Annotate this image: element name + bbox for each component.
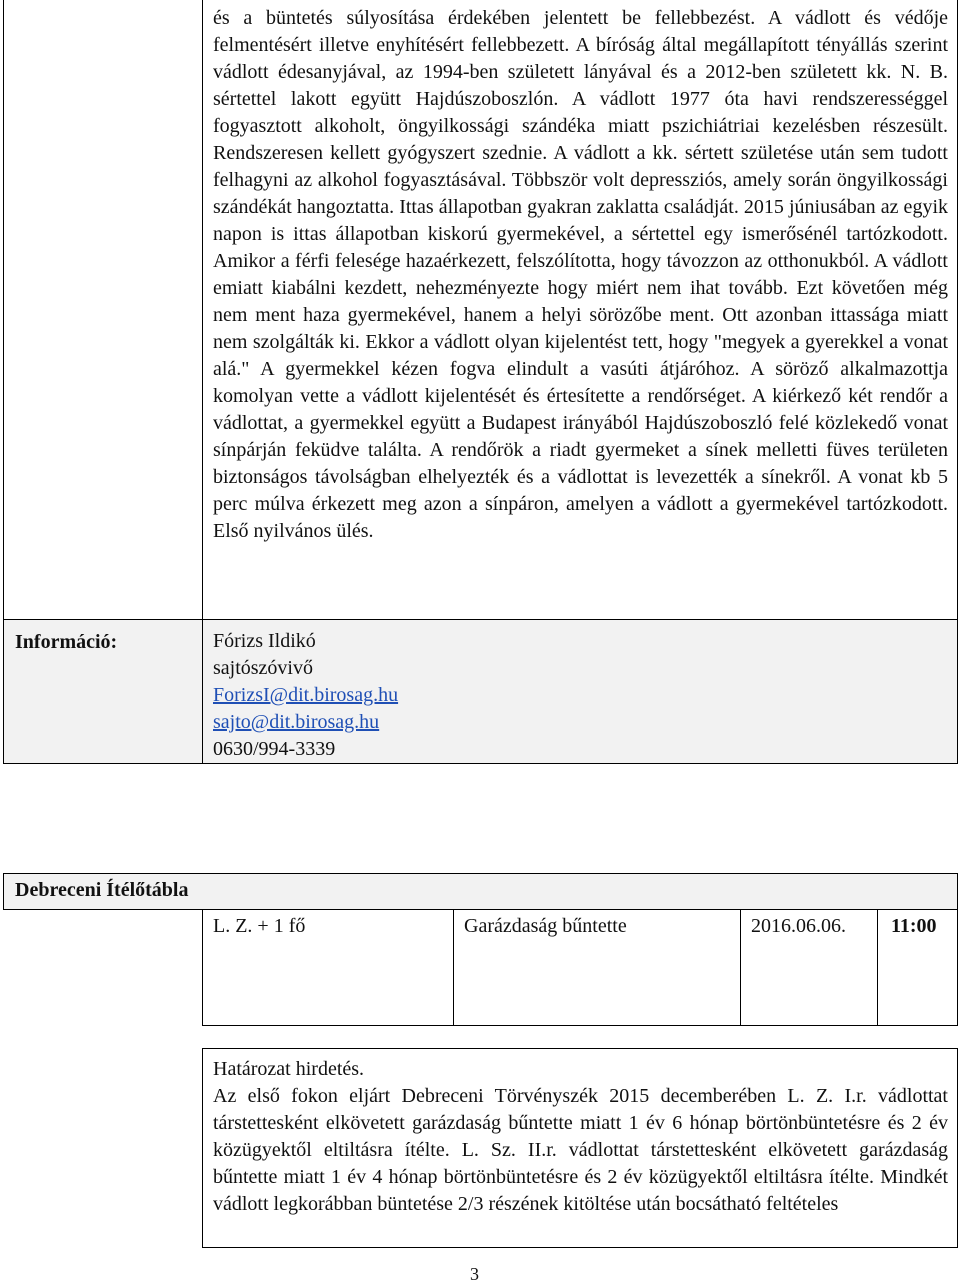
press-email-link[interactable]: sajto@dit.birosag.hu bbox=[213, 711, 380, 733]
contact-email-link[interactable]: ForizsI@dit.birosag.hu bbox=[213, 684, 399, 706]
case-description-cell bbox=[202, 0, 958, 620]
contact-block bbox=[213, 628, 398, 763]
court-name: Debreceni Ítélőtábla bbox=[15, 879, 189, 901]
charge: Garázdaság bűntette bbox=[464, 915, 627, 937]
time-cell bbox=[877, 909, 958, 1026]
hearing-date: 2016.06.06. bbox=[751, 915, 846, 937]
decision-block bbox=[213, 1056, 948, 1218]
hearing-time: 11:00 bbox=[891, 915, 937, 937]
decision-title: Határozat hirdetés. bbox=[213, 1058, 365, 1080]
contact-cell bbox=[202, 619, 958, 764]
case-description: és a büntetés súlyosítása érdekében jelentett be fellebbezést. A vádlott és védője felmentésért illetve enyhítésért fellebbezett. A bíróság által megállapított tényállás szerint vádlott édesanyjával, az 1994-ben született lányával és a 2012-ben született kk. N. B. sértettel lakott együtt Hajdúszoboszlón. A vádlott 1977 óta havi rendszerességgel fogyasztott alkoholt, öngyilkossági szándéka miatt pszichiátriai kezelésben részesült. Rendszeresen kellett gyógyszert szednie. A vádlott a kk. sértett születése után sem tudott felhagyni az alkohol fogyasztásával. Többször volt depressziós, amely során öngyilkossági szándékát hangoztatta. Ittas állapotban gyakran zaklatta családját. 2015 júniusában az egyik napon is ittas állapotban kiskorú gyermekével, a sértettel egy ismerősénél tartózkodott. Amikor a férfi felesége hazaérkezett, felszólította, hogy távozzon az otthonukból. A vádlott emiatt kiabálni kezdett, nehezményezte hogy miért nem ihat tovább. Ezt követően még nem ment haza gyermekével, hanem a helyi sörözőbe ment. Ott azonban ittassága miatt nem szolgálták ki. Ekkor a vádlott olyan kijelentést tett, hogy "megyek a gyerekkel a vonat alá." A gyermekkel kézen fogva elindult a vasúti átjáróhoz. A söröző alkalmazottja komolyan vette a vádlott kijelentését és értesítette a rendőrséget. A kiérkező két rendőr a vádlottat, a gyermekkel együtt a Budapest irányából Hajdúszoboszló felé közlekedő vonat sínpárján feküdve találta. A rendőrök a riadt gyermeket a sínek melletti füves területen biztonságos távolságban elhelyezték és a vádlottat is levezették a sínekről. A vonat kb 5 perc múlva érkezett meg azon a sínpáron, amelyen a vádlott a gyermekével tartózkodott. Első nyilvános ülés. bbox=[213, 7, 948, 542]
decision-text: Az első fokon eljárt Debreceni Törvényszék 2015 decemberében L. Z. I.r. vádlottat társtettesként elkövetett garázdaság bűntette miatt 1 év 6 hónap börtönbüntetésre és 2 év közügyektől eltiltásra ítélte. L. Sz. II.r. vádlottat társtettesként elkövetett garázdaság bűntette miatt 1 év 4 hónap börtönbüntetésre és 2 év közügyektől eltiltásra ítélte. Mindkét vádlott legkorábban büntetése 2/3 részének kitöltése után bocsátható feltételes bbox=[213, 1085, 948, 1215]
court-header-cell bbox=[3, 873, 958, 910]
info-label-cell bbox=[3, 619, 203, 764]
date-cell bbox=[740, 909, 878, 1026]
top-table-label-column bbox=[3, 0, 203, 620]
decision-cell bbox=[202, 1048, 958, 1248]
contact-name: Fórizs Ildikó bbox=[213, 630, 316, 652]
contact-phone: 0630/994-3339 bbox=[213, 738, 336, 760]
info-label: Információ: bbox=[15, 631, 118, 653]
parties: L. Z. + 1 fő bbox=[213, 915, 306, 937]
contact-role: sajtószóvivő bbox=[213, 657, 313, 679]
page-number: 3 bbox=[470, 1264, 479, 1284]
parties-cell bbox=[202, 909, 454, 1026]
charge-cell bbox=[453, 909, 741, 1026]
